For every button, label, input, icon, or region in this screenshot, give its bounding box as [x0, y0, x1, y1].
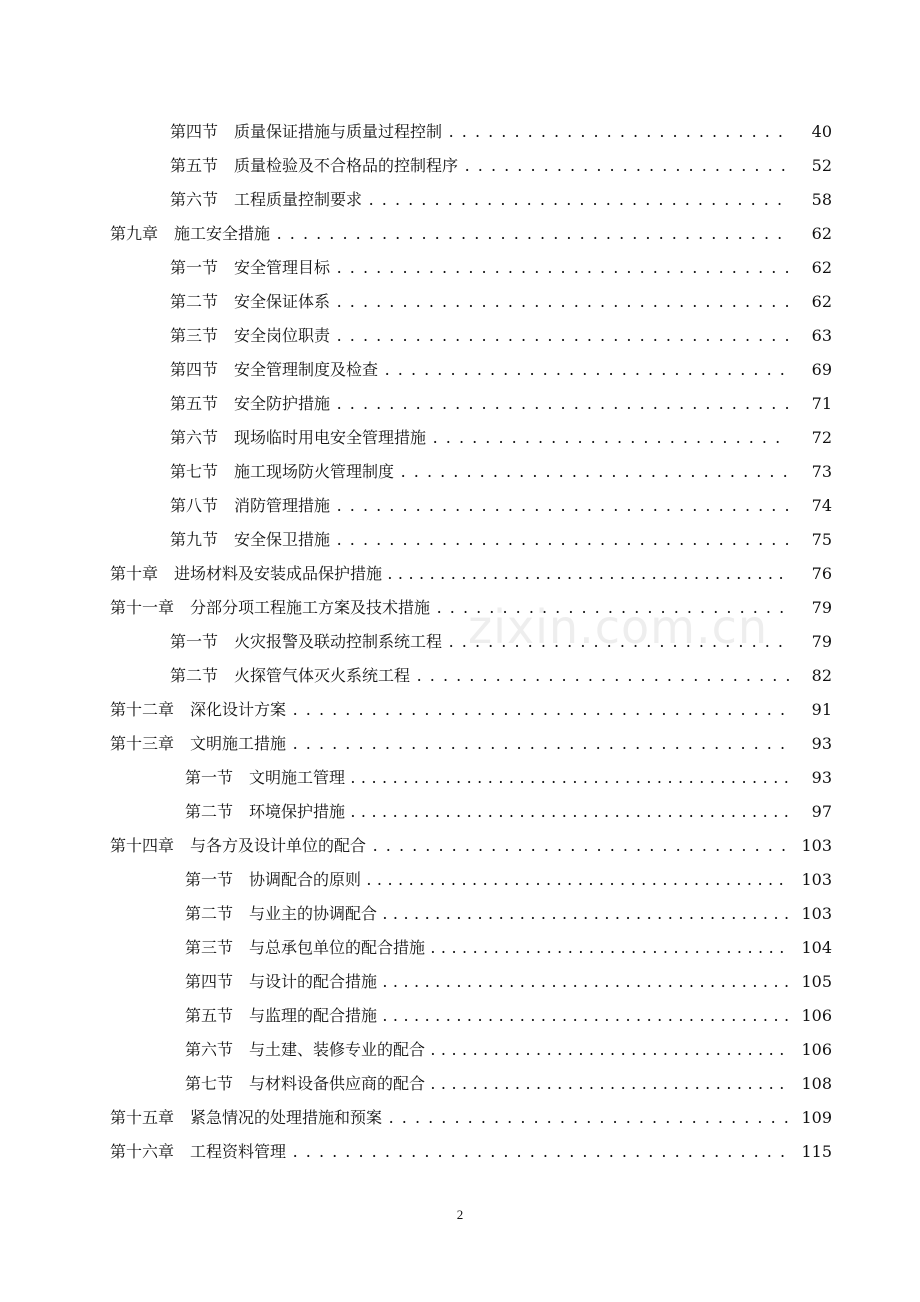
toc-entry-title: 协调配合的原则	[249, 870, 362, 889]
toc-chapter-entry[interactable]	[0, 1101, 920, 1135]
toc-entry-label	[185, 897, 832, 931]
toc-entry-page: 69	[789, 353, 832, 387]
toc-entry-title: 与各方及设计单位的配合	[190, 836, 367, 855]
toc-entry-page: 106	[789, 999, 832, 1033]
toc-entry-number: 第六节	[185, 1040, 234, 1059]
toc-entry-page: 115	[789, 1135, 832, 1169]
toc-entry-title: 与业主的协调配合	[249, 904, 378, 923]
toc-entry-page: 106	[789, 1033, 832, 1067]
toc-entry-page: 76	[789, 557, 832, 591]
toc-entry-label	[110, 217, 832, 251]
toc-entry-label	[170, 455, 832, 489]
toc-entry-page: 91	[789, 693, 832, 727]
toc-entry-title: 与监理的配合措施	[249, 1006, 378, 1025]
toc-entry-label	[110, 693, 832, 727]
toc-entry-title: 分部分项工程施工方案及技术措施	[190, 598, 431, 617]
toc-entry-title: 质量保证措施与质量过程控制	[234, 122, 443, 141]
toc-entry-number: 第六节	[170, 190, 219, 209]
toc-entry-number: 第二节	[185, 802, 234, 821]
toc-entry-number: 第五节	[185, 1006, 234, 1025]
toc-entry-label	[170, 115, 832, 149]
toc-entry-page: 105	[789, 965, 832, 999]
toc-entry-page: 82	[789, 659, 832, 693]
toc-entry-page: 52	[789, 149, 832, 183]
toc-section-entry[interactable]	[0, 795, 920, 829]
toc-entry-page: 73	[789, 455, 832, 489]
toc-entry-number: 第二节	[170, 292, 219, 311]
toc-entry-number: 第一节	[170, 258, 219, 277]
toc-section-entry[interactable]	[0, 897, 920, 931]
toc-entry-page: 93	[789, 727, 832, 761]
toc-entry-title: 安全防护措施	[234, 394, 331, 413]
toc-entry-label	[185, 965, 832, 999]
toc-entry-page: 109	[789, 1101, 832, 1135]
toc-entry-number: 第四节	[170, 360, 219, 379]
toc-entry-page: 63	[789, 319, 832, 353]
toc-entry-number: 第十二章	[110, 700, 175, 719]
toc-entry-label	[170, 251, 832, 285]
toc-entry-number: 第一节	[185, 768, 234, 787]
toc-entry-label	[185, 1067, 832, 1101]
toc-section-entry[interactable]	[0, 251, 920, 285]
toc-entry-title: 与土建、装修专业的配合	[249, 1040, 426, 1059]
toc-entry-label	[110, 829, 832, 863]
toc-section-entry[interactable]	[0, 863, 920, 897]
toc-entry-page: 97	[789, 795, 832, 829]
toc-entry-label	[170, 353, 832, 387]
toc-section-entry[interactable]	[0, 761, 920, 795]
toc-entry-page: 79	[789, 591, 832, 625]
toc-entry-page: 74	[789, 489, 832, 523]
toc-entry-label	[185, 795, 832, 829]
toc-entry-title: 安全岗位职责	[234, 326, 331, 345]
toc-entry-title: 与材料设备供应商的配合	[249, 1074, 426, 1093]
toc-chapter-entry[interactable]	[0, 693, 920, 727]
toc-entry-page: 103	[789, 897, 832, 931]
toc-entry-page: 58	[789, 183, 832, 217]
toc-section-entry[interactable]	[0, 1033, 920, 1067]
toc-entry-page: 62	[789, 217, 832, 251]
toc-entry-label	[170, 659, 832, 693]
toc-entry-title: 安全保卫措施	[234, 530, 331, 549]
toc-entry-title: 环境保护措施	[249, 802, 346, 821]
toc-entry-title: 消防管理措施	[234, 496, 331, 515]
toc-entry-number: 第十三章	[110, 734, 175, 753]
toc-entry-title: 施工现场防火管理制度	[234, 462, 395, 481]
toc-section-entry[interactable]	[0, 1067, 920, 1101]
toc-entry-page: 103	[789, 863, 832, 897]
toc-section-entry[interactable]	[0, 965, 920, 999]
toc-entry-number: 第一节	[185, 870, 234, 889]
toc-entry-page: 62	[789, 285, 832, 319]
toc-entry-number: 第七节	[170, 462, 219, 481]
toc-entry-title: 安全管理制度及检查	[234, 360, 379, 379]
toc-entry-label	[170, 319, 832, 353]
toc-entry-number: 第三节	[170, 326, 219, 345]
toc-entry-number: 第十一章	[110, 598, 175, 617]
toc-entry-title: 安全保证体系	[234, 292, 331, 311]
watermark: zixin.com.cn	[468, 600, 769, 654]
toc-section-entry[interactable]	[0, 931, 920, 965]
toc-section-entry[interactable]	[0, 353, 920, 387]
toc-section-entry[interactable]	[0, 319, 920, 353]
toc-entry-title: 紧急情况的处理措施和预案	[190, 1108, 383, 1127]
toc-entry-title: 火灾报警及联动控制系统工程	[234, 632, 443, 651]
toc-chapter-entry[interactable]	[0, 1135, 920, 1169]
toc-entry-title: 工程质量控制要求	[234, 190, 363, 209]
toc-entry-label	[185, 1033, 832, 1067]
toc-entry-number: 第十章	[110, 564, 159, 583]
toc-entry-title: 安全管理目标	[234, 258, 331, 277]
toc-entry-label	[170, 523, 832, 557]
toc-section-entry[interactable]	[0, 421, 920, 455]
toc-entry-number: 第十五章	[110, 1108, 175, 1127]
toc-entry-number: 第一节	[170, 632, 219, 651]
toc-entry-title: 工程资料管理	[190, 1142, 287, 1161]
toc-entry-label	[185, 761, 832, 795]
toc-entry-title: 施工安全措施	[174, 224, 271, 243]
toc-entry-label	[110, 1101, 832, 1135]
toc-entry-label	[110, 1135, 832, 1169]
toc-entry-label	[170, 489, 832, 523]
toc-section-entry[interactable]	[0, 115, 920, 149]
toc-entry-label	[170, 149, 832, 183]
toc-entry-number: 第七节	[185, 1074, 234, 1093]
toc-entry-number: 第六节	[170, 428, 219, 447]
toc-entry-label	[185, 999, 832, 1033]
toc-entry-page: 103	[789, 829, 832, 863]
toc-entry-page: 108	[789, 1067, 832, 1101]
page-number: 2	[456, 1207, 464, 1222]
toc-entry-number: 第五节	[170, 394, 219, 413]
toc-entry-title: 深化设计方案	[190, 700, 287, 719]
toc-entry-label	[170, 387, 832, 421]
toc-section-entry[interactable]	[0, 183, 920, 217]
toc-section-entry[interactable]	[0, 999, 920, 1033]
toc-entry-number: 第二节	[185, 904, 234, 923]
toc-section-entry[interactable]	[0, 455, 920, 489]
toc-entry-number: 第十四章	[110, 836, 175, 855]
toc-entry-page: 72	[789, 421, 832, 455]
toc-chapter-entry[interactable]	[0, 591, 920, 625]
toc-entry-title: 与设计的配合措施	[249, 972, 378, 991]
toc-section-entry[interactable]	[0, 285, 920, 319]
toc-entry-number: 第四节	[185, 972, 234, 991]
toc-entry-title: 文明施工措施	[190, 734, 287, 753]
toc-entry-page: 79	[789, 625, 832, 659]
toc-entry-page: 104	[789, 931, 832, 965]
toc-entry-title: 现场临时用电安全管理措施	[234, 428, 427, 447]
toc-entry-label	[110, 727, 832, 761]
toc-section-entry[interactable]	[0, 149, 920, 183]
toc-entry-label	[185, 863, 832, 897]
toc-entry-title: 质量检验及不合格品的控制程序	[234, 156, 459, 175]
toc-entry-title: 火探管气体灭火系统工程	[234, 666, 411, 685]
toc-entry-number: 第三节	[185, 938, 234, 957]
table-of-contents	[0, 115, 920, 1169]
toc-entry-number: 第二节	[170, 666, 219, 685]
toc-section-entry[interactable]	[0, 659, 920, 693]
toc-entry-number: 第九节	[170, 530, 219, 549]
toc-entry-page: 93	[789, 761, 832, 795]
toc-entry-title: 文明施工管理	[249, 768, 346, 787]
toc-entry-title: 与总承包单位的配合措施	[249, 938, 426, 957]
toc-entry-number: 第十六章	[110, 1142, 175, 1161]
toc-entry-page: 71	[789, 387, 832, 421]
toc-entry-number: 第九章	[110, 224, 159, 243]
toc-chapter-entry[interactable]	[0, 217, 920, 251]
toc-entry-label	[185, 931, 832, 965]
toc-entry-label	[170, 421, 832, 455]
toc-section-entry[interactable]	[0, 523, 920, 557]
toc-entry-label	[110, 557, 832, 591]
toc-section-entry[interactable]	[0, 489, 920, 523]
toc-entry-label	[170, 183, 832, 217]
toc-entry-page: 62	[789, 251, 832, 285]
toc-chapter-entry[interactable]	[0, 727, 920, 761]
toc-section-entry[interactable]	[0, 625, 920, 659]
toc-chapter-entry[interactable]	[0, 829, 920, 863]
toc-entry-page: 75	[789, 523, 832, 557]
toc-section-entry[interactable]	[0, 387, 920, 421]
toc-entry-number: 第四节	[170, 122, 219, 141]
toc-entry-page: 40	[789, 115, 832, 149]
toc-chapter-entry[interactable]	[0, 557, 920, 591]
toc-entry-label	[170, 285, 832, 319]
toc-entry-title: 进场材料及安装成品保护措施	[174, 564, 383, 583]
toc-entry-number: 第八节	[170, 496, 219, 515]
toc-entry-number: 第五节	[170, 156, 219, 175]
